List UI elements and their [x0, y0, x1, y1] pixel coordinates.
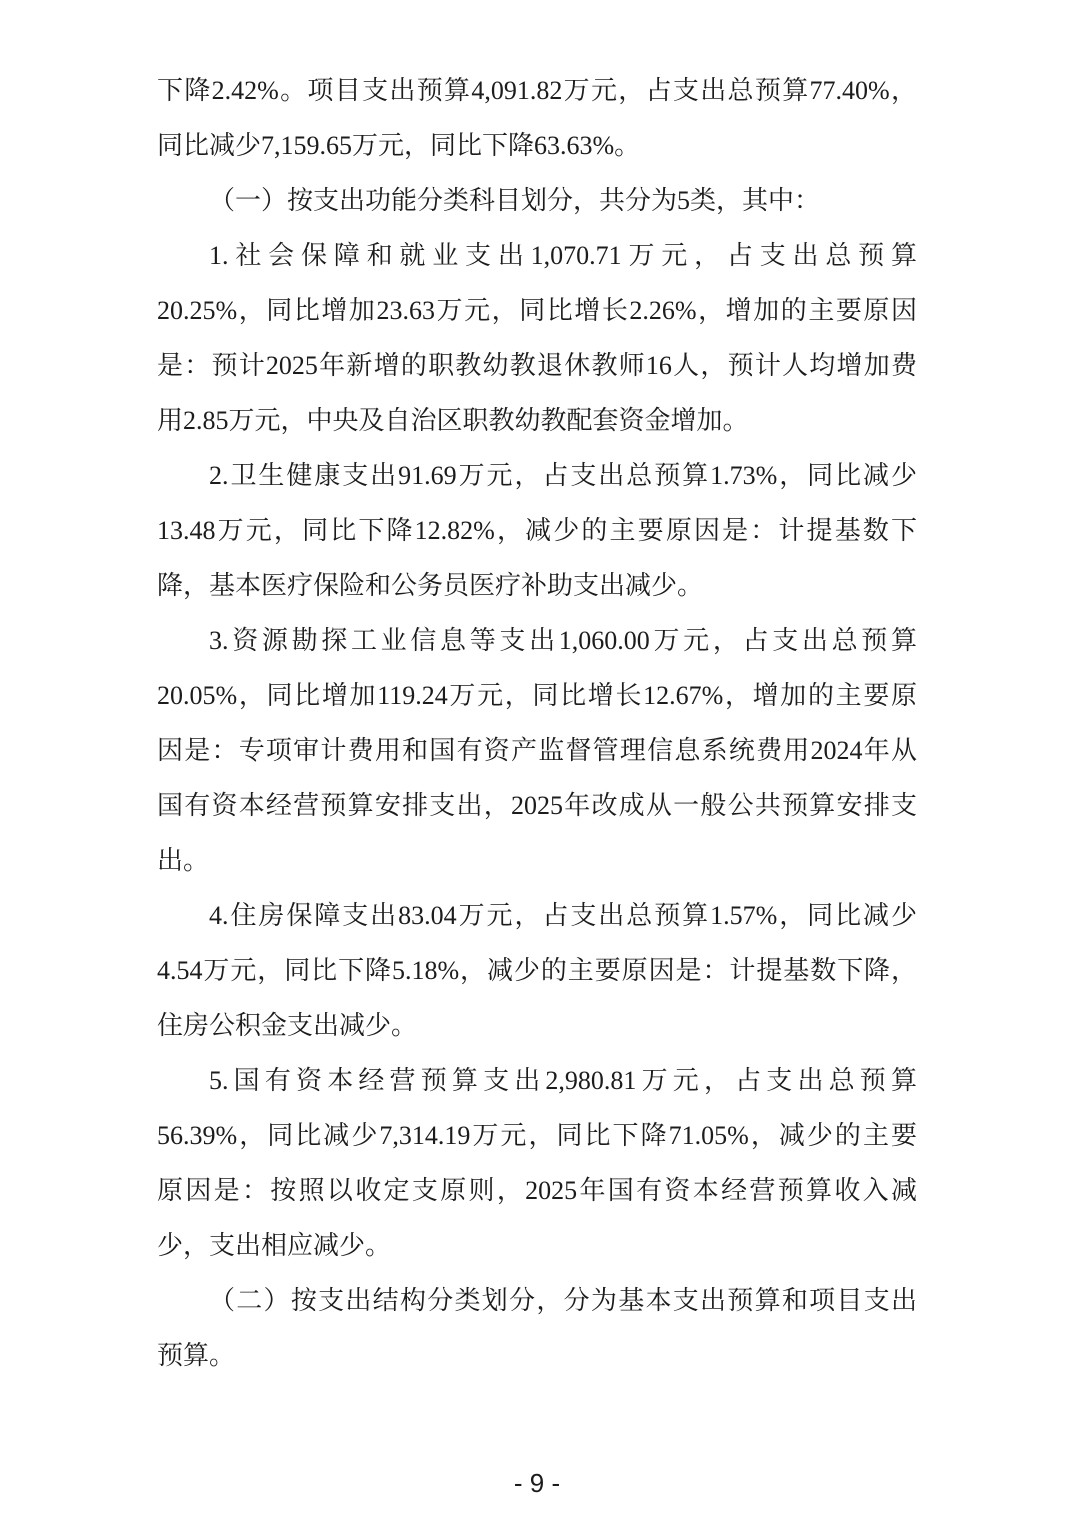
- text-line: 原因是：按照以收定支原则，2025年国有资本经营预算收入减: [157, 1176, 917, 1205]
- text-line: 1.社会保障和就业支出1,070.71万元，占支出总预算: [209, 241, 917, 270]
- document-body: [157, 63, 917, 1383]
- text-line: 56.39%，同比减少7,314.19万元，同比下降71.05%，减少的主要: [157, 1121, 917, 1150]
- item-5-state-capital-operation-budget: [157, 1053, 917, 1273]
- text-line: 13.48万元，同比下降12.82%，减少的主要原因是：计提基数下: [157, 516, 917, 545]
- text-line: 因是：专项审计费用和国有资产监督管理信息系统费用2024年从: [157, 736, 917, 765]
- text-line: 出。: [157, 846, 210, 875]
- page-number: - 9 -: [513, 1468, 561, 1498]
- text-line: （一）按支出功能分类科目划分，共分为5类，其中：: [209, 186, 821, 215]
- text-line: 少，支出相应减少。: [157, 1231, 392, 1260]
- text-line: 同比减少7,159.65万元，同比下降63.63%。: [157, 131, 641, 160]
- text-line: 20.05%，同比增加119.24万元，同比增长12.67%，增加的主要原: [157, 681, 917, 710]
- text-line: （二）按支出结构分类划分，分为基本支出预算和项目支出: [209, 1286, 917, 1315]
- item-1-social-security-employment: [157, 228, 917, 448]
- text-line: 住房公积金支出减少。: [157, 1011, 418, 1040]
- item-4-housing-security: [157, 888, 917, 1053]
- text-line: 4.54万元，同比下降5.18%，减少的主要原因是：计提基数下降，: [157, 956, 917, 985]
- text-line: 降，基本医疗保险和公务员医疗补助支出减少。: [157, 571, 704, 600]
- paragraph-project-expenditure-summary: [157, 63, 917, 173]
- text-line: 5.国有资本经营预算支出2,980.81万元，占支出总预算: [209, 1066, 917, 1095]
- item-3-resource-exploration-industry-info: [157, 613, 917, 888]
- text-line: 国有资本经营预算安排支出，2025年改成从一般公共预算安排支: [157, 791, 917, 820]
- text-line: 是：预计2025年新增的职教幼教退休教师16人，预计人均增加费: [157, 351, 917, 380]
- text-line: 4.住房保障支出83.04万元，占支出总预算1.57%，同比减少: [209, 901, 917, 930]
- text-line: 2.卫生健康支出91.69万元，占支出总预算1.73%，同比减少: [209, 461, 917, 490]
- text-line: 下降2.42%。项目支出预算4,091.82万元，占支出总预算77.40%，: [157, 76, 917, 105]
- heading-classification-by-structure: [157, 1273, 917, 1383]
- heading-classification-by-function: [157, 173, 917, 228]
- text-line: 3.资源勘探工业信息等支出1,060.00万元，占支出总预算: [209, 626, 917, 655]
- item-2-health: [157, 448, 917, 613]
- text-line: 预算。: [157, 1341, 236, 1370]
- text-line: 20.25%，同比增加23.63万元，同比增长2.26%，增加的主要原因: [157, 296, 917, 325]
- text-line: 用2.85万元，中央及自治区职教幼教配套资金增加。: [157, 406, 749, 435]
